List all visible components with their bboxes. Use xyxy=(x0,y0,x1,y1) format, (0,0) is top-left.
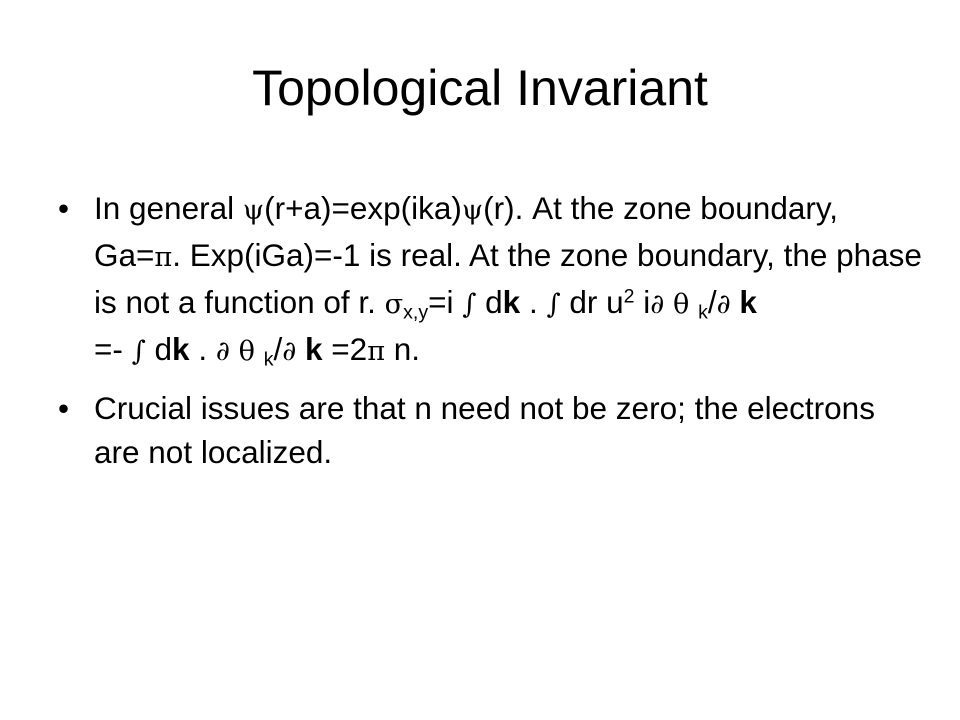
text-run xyxy=(296,331,305,367)
text-run: d xyxy=(476,284,503,320)
theta-symbol: θ xyxy=(238,336,255,367)
text-run: (r). At the zone boundary, Ga= xyxy=(94,190,839,273)
text-run: / xyxy=(707,284,717,320)
bullet-text: Crucial issues are that n need not be zero; the electrons are not localized. xyxy=(94,390,875,470)
subscript-xy: x,y xyxy=(403,301,429,324)
text-run: . xyxy=(520,284,547,320)
text-run: dr u xyxy=(560,284,624,320)
text-run: (r+a)=exp(ika) xyxy=(264,190,462,226)
bullet-marker: • xyxy=(58,390,70,426)
text-run xyxy=(664,284,673,320)
text-run: / xyxy=(273,331,283,367)
sigma-symbol: σ xyxy=(384,289,404,320)
bold-k: k xyxy=(739,284,757,320)
partial-symbol: ∂ xyxy=(215,336,230,367)
text-run: i xyxy=(634,284,651,320)
psi-symbol: ψ xyxy=(461,195,484,226)
bullet-text xyxy=(94,190,922,371)
superscript-2: 2 xyxy=(623,285,635,308)
text-run: =i xyxy=(428,284,463,320)
text-run: . Exp(iGa)=-1 is real. At the zone boundary, the phase is not a function of r. xyxy=(94,237,922,320)
partial-symbol: ∂ xyxy=(716,289,731,320)
pi-symbol: π xyxy=(154,242,173,273)
text-run xyxy=(230,331,239,367)
integral-symbol: ∫ xyxy=(546,289,561,320)
partial-symbol: ∂ xyxy=(650,289,665,320)
integral-symbol: ∫ xyxy=(462,289,477,320)
theta-symbol: θ xyxy=(672,289,690,320)
bullet-marker: • xyxy=(58,190,70,226)
text-run: In general xyxy=(94,190,243,226)
bold-k: k xyxy=(305,331,323,367)
slide-title: Topological Invariant xyxy=(252,60,708,116)
text-run xyxy=(255,331,264,367)
text-run: . xyxy=(189,331,216,367)
subscript-k: k xyxy=(698,301,708,324)
bold-k: k xyxy=(502,284,521,320)
bold-k: k xyxy=(172,331,190,367)
text-run: n. xyxy=(385,331,421,367)
integral-symbol: ∫ xyxy=(131,336,146,367)
pi-symbol: π xyxy=(367,336,385,367)
text-run: =- xyxy=(94,331,132,367)
text-run xyxy=(689,284,698,320)
text-run: =2 xyxy=(322,331,368,367)
bullet-list xyxy=(58,186,928,486)
partial-symbol: ∂ xyxy=(282,336,297,367)
psi-symbol: ψ xyxy=(242,195,265,226)
bullet-item-topological-phase xyxy=(58,186,928,374)
text-run: d xyxy=(145,331,173,367)
bullet-item-crucial-issues xyxy=(58,386,928,474)
subscript-k: k xyxy=(263,348,274,371)
